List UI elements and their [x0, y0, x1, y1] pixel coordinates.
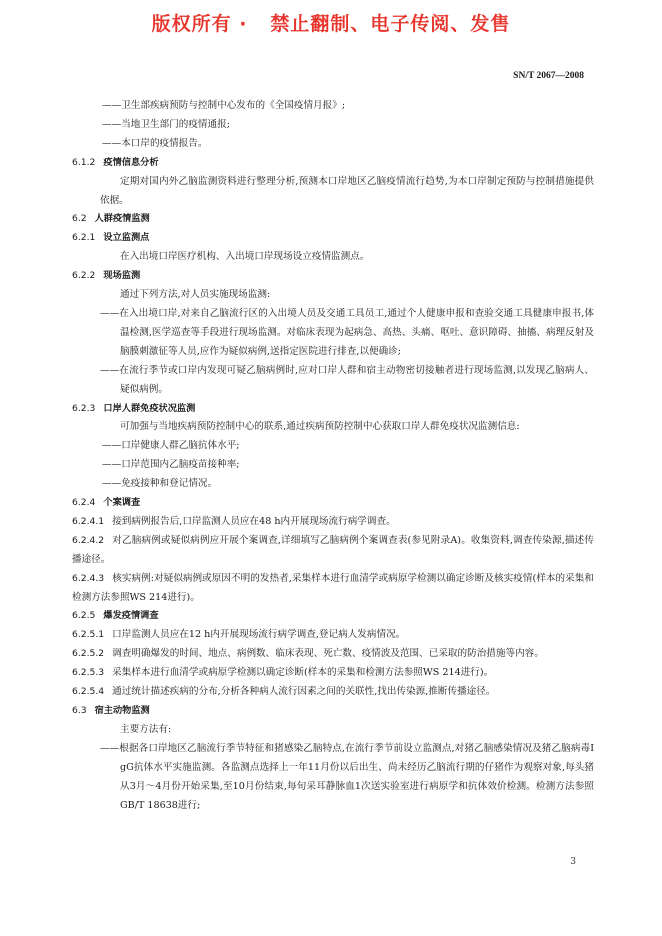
- clause-number: 6.2.5.3: [72, 667, 105, 679]
- dash-list-item: ——在入出境口岸,对来自乙脑流行区的入出境人员及交通工具员工,通过个人健康申报和查验交通工具健康申报书,体温检测,医学巡查等手段进行现场监测。对临床表现为起病急、高热、头痛、呕吐、意识障碍、抽搐、病理反射及脑膜刺激征等人员,应作为疑似病例,送指定医院进行排查,以便确诊;: [100, 307, 594, 357]
- section-number: 6.3: [72, 705, 87, 716]
- dash-list-item: ——口岸范围内乙脑疫苗接种率;: [102, 459, 240, 471]
- numbered-clause: [72, 683, 594, 702]
- section-heading: [72, 400, 594, 419]
- section-number: 6.2.2: [72, 270, 96, 282]
- section-title: 现场监测: [103, 270, 141, 282]
- watermark-text: 版权所有 · 禁止翻制、电子传阅、发售: [151, 13, 511, 35]
- section-number: 6.2.5: [72, 610, 96, 622]
- section-number: 6.2.4: [72, 497, 96, 509]
- section-title: 人群疫情监测: [94, 213, 150, 225]
- section-heading: [72, 229, 594, 248]
- numbered-clause: [72, 532, 594, 570]
- section-heading: [72, 494, 594, 513]
- page-number: 3: [570, 857, 576, 867]
- paragraph: 在入出境口岸医疗机构、入出境口岸现场设立疫情监测点。: [120, 251, 370, 263]
- clause-number: 6.2.4.2: [72, 534, 105, 546]
- dash-list-item: ——免疫接种和登记情况。: [102, 478, 218, 490]
- dash-list-item: ——卫生部疾病预防与控制中心发布的《全国疫情月报》;: [102, 100, 346, 111]
- clause-text: 采集样本进行血清学或病原学检测以确定诊断(样本的采集和检测方法参照WS 214进行)。: [112, 667, 494, 679]
- section-heading: [72, 210, 594, 229]
- clause-text: 通过统计描述疾病的分布,分析各种病人流行因素之间的关联性,找出传染源,推断传播途径。: [112, 686, 496, 698]
- paragraph: 主要方法有:: [120, 723, 172, 735]
- section-title: 宿主动物监测: [94, 705, 150, 716]
- section-heading: [72, 267, 594, 286]
- clause-text: 核实病例:对疑似病例或原因不明的发热者,采集样本进行血清学或病原学检测以确定诊断及核实疫情(样本的采集和检测方法参照WS 214进行)。: [72, 572, 594, 603]
- standard-code: SN/T 2067—2008: [513, 71, 584, 81]
- clause-text: 调查明确爆发的时间、地点、病例数、临床表现、死亡数、疫情波及范围、已采取的防治措施等内容。: [112, 648, 544, 660]
- section-number: 6.2.3: [72, 402, 96, 414]
- clause-number: 6.2.5.1: [72, 629, 105, 641]
- numbered-clause: [72, 513, 594, 532]
- dash-list-item: ——口岸健康人群乙脑抗体水平;: [102, 440, 240, 452]
- clause-number: 6.2.5.4: [72, 686, 105, 698]
- numbered-clause: [72, 645, 594, 664]
- paragraph: 定期对国内外乙脑监测资料进行整理分析,预测本口岸地区乙脑疫情流行趋势,为本口岸制定预防与控制措施提供依据。: [100, 175, 594, 206]
- dash-list-item: ——当地卫生部门的疫情通报;: [102, 118, 230, 130]
- section-heading: [72, 702, 594, 721]
- section-title: 个案调查: [103, 497, 141, 509]
- section-title: 爆发疫情调查: [103, 610, 159, 622]
- dash-list-item: ——根据各口岸地区乙脑流行季节特征和猪感染乙脑特点,在流行季节前设立监测点,对猪乙脑感染情况及猪乙脑病毒IgG抗体水平实施监测。各监测点选择上一年11月份以后出生、尚未经历乙脑流行期的仔猪作为观察对象,每头猪从3月～4月份开始采集,至10月份结束,每旬采耳静脉血1次送实验室进行病原学和抗体效价检测。检测方法参照GB/T 18638进行;: [100, 742, 594, 811]
- section-heading: [72, 154, 594, 173]
- document-body: [72, 97, 594, 815]
- numbered-clause: [72, 570, 594, 608]
- section-heading: [72, 607, 594, 626]
- paragraph: 通过下列方法,对人员实施现场监测:: [120, 289, 271, 301]
- section-number: 6.1.2: [72, 156, 96, 168]
- numbered-clause: [72, 626, 594, 645]
- dash-list-item: ——在流行季节或口岸内发现可疑乙脑病例时,应对口岸人群和宿主动物密切接触者进行现场监测,以发现乙脑病人、疑似病例。: [100, 364, 594, 395]
- numbered-clause: [72, 664, 594, 683]
- clause-text: 对乙脑病例或疑似病例应开展个案调查,详细填写乙脑病例个案调查表(参见附录A)。收集资料,调查传染源,描述传播途径。: [72, 534, 594, 565]
- clause-text: 接到病例报告后,口岸监测人员应在48 h内开展现场流行病学调查。: [112, 515, 396, 527]
- section-title: 设立监测点: [103, 232, 150, 244]
- clause-number: 6.2.4.3: [72, 572, 105, 584]
- section-number: 6.2: [72, 213, 87, 225]
- section-title: 疫情信息分析: [103, 156, 159, 168]
- section-title: 口岸人群免疫状况监测: [103, 402, 196, 414]
- clause-number: 6.2.5.2: [72, 648, 105, 660]
- paragraph: 可加强与当地疾病预防控制中心的联系,通过疾病预防控制中心获取口岸人群免疫状况监测信息:: [120, 421, 520, 433]
- clause-number: 6.2.4.1: [72, 515, 105, 527]
- clause-text: 口岸监测人员应在12 h内开展现场流行病学调查,登记病人发病情况。: [112, 629, 406, 641]
- dash-list-item: ——本口岸的疫情报告。: [102, 137, 208, 149]
- section-number: 6.2.1: [72, 232, 96, 244]
